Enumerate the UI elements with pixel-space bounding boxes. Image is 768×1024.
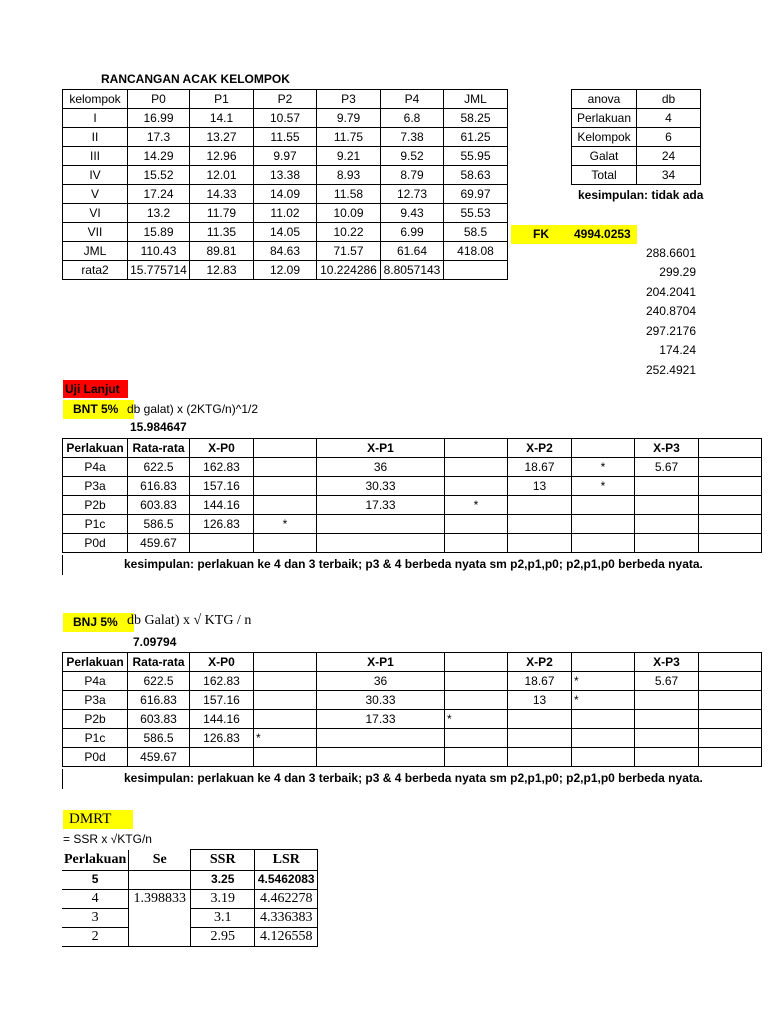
anova-header-cell: db <box>637 90 701 109</box>
bnt-cell: P2b <box>63 496 128 515</box>
rak-cell: 11.02 <box>254 204 317 223</box>
bnj-row <box>63 710 762 729</box>
bnt-kesimpulan: kesimpulan: perlakuan ke 4 dan 3 terbaik; p3 & 4 berbeda nyata sm p2,p1,p0; p2,p1,p0 berbeda nyata. <box>124 557 703 571</box>
bnt-cell <box>254 534 317 553</box>
rak-cell: 69.97 <box>444 185 508 204</box>
bnt-cell: 616.83 <box>128 477 190 496</box>
bnj-cell <box>699 691 762 710</box>
bnj-cell: P3a <box>63 691 128 710</box>
bnj-cell <box>572 748 635 767</box>
dmrt-label: DMRT <box>63 810 133 829</box>
rak-cell: 14.33 <box>190 185 254 204</box>
rak-cell: 58.5 <box>444 223 508 242</box>
bnj-cell <box>635 748 699 767</box>
bnt-cell <box>572 534 635 553</box>
dmrt-cell: 4.462278 <box>255 889 318 908</box>
bnt-cell: 157.16 <box>190 477 254 496</box>
bnt-cell <box>635 477 699 496</box>
rak-table <box>62 89 508 280</box>
bnt-cell: P0d <box>63 534 128 553</box>
bnj-table <box>62 652 762 767</box>
rak-row <box>63 204 508 223</box>
bnt-cell: 144.16 <box>190 496 254 515</box>
rak-cell: 89.81 <box>190 242 254 261</box>
rak-row <box>63 109 508 128</box>
rak-cell: 12.01 <box>190 166 254 185</box>
rak-cell: 12.83 <box>190 261 254 280</box>
dmrt-cell-empty <box>129 908 191 927</box>
bnt-cell: 126.83 <box>190 515 254 534</box>
bnt-left-rule <box>62 555 63 575</box>
bnt-cell: P4a <box>63 458 128 477</box>
rak-cell: 11.55 <box>254 128 317 147</box>
bnj-row <box>63 748 762 767</box>
bnj-kesimpulan: kesimpulan: perlakuan ke 4 dan 3 terbaik; p3 & 4 berbeda nyata sm p2,p1,p0; p2,p1,p0 berbeda nyata. <box>124 771 703 785</box>
bnj-header-cell <box>445 653 508 672</box>
bnt-row <box>63 515 762 534</box>
rak-cell: II <box>63 128 128 147</box>
bnj-cell: * <box>572 691 635 710</box>
rak-cell: 11.35 <box>190 223 254 242</box>
anova-cell: 6 <box>637 128 701 147</box>
rak-row <box>63 185 508 204</box>
bnt-cell <box>190 534 254 553</box>
bnj-cell: 126.83 <box>190 729 254 748</box>
rak-cell: 58.63 <box>444 166 508 185</box>
bnj-cell <box>190 748 254 767</box>
dmrt-cell: 2 <box>62 927 129 946</box>
rak-header-cell: JML <box>444 90 508 109</box>
dmrt-cell: 3 <box>62 908 129 927</box>
bnj-cell <box>508 729 572 748</box>
bnt-cell <box>699 534 762 553</box>
dmrt-cell: 4.126558 <box>255 927 318 946</box>
dmrt-cell: 2.95 <box>191 927 255 946</box>
rak-cell: 10.57 <box>254 109 317 128</box>
right-value: 288.6601 <box>645 246 696 260</box>
right-values <box>600 246 696 386</box>
anova-header-row <box>572 90 701 109</box>
rak-cell: 10.22 <box>317 223 381 242</box>
rak-cell: IV <box>63 166 128 185</box>
rak-header-cell: kelompok <box>63 90 128 109</box>
rak-cell: 11.58 <box>317 185 381 204</box>
bnj-header-cell <box>572 653 635 672</box>
bnj-cell <box>317 748 445 767</box>
dmrt-cell: 4 <box>62 889 129 908</box>
bnt-cell <box>254 458 317 477</box>
rak-cell: 6.99 <box>381 223 444 242</box>
right-value: 252.4921 <box>645 363 696 377</box>
bnj-row <box>63 729 762 748</box>
bnt-cell <box>572 515 635 534</box>
right-value: 240.8704 <box>645 304 696 318</box>
bnt-cell: 5.67 <box>635 458 699 477</box>
rak-cell: 55.53 <box>444 204 508 223</box>
rak-cell: VI <box>63 204 128 223</box>
bnt-formula: db galat) x (2KTG/n)^1/2 <box>127 402 259 416</box>
anova-row <box>572 166 701 185</box>
bnt-cell: * <box>445 496 508 515</box>
rak-cell: 17.24 <box>128 185 190 204</box>
rak-cell: 9.97 <box>254 147 317 166</box>
rak-cell: 55.95 <box>444 147 508 166</box>
rak-cell: 17.3 <box>128 128 190 147</box>
rak-cell: V <box>63 185 128 204</box>
rak-cell: 110.43 <box>128 242 190 261</box>
rak-cell <box>444 261 508 280</box>
bnj-cell: 144.16 <box>190 710 254 729</box>
bnt-table <box>62 438 762 553</box>
dmrt-cell: 4.5462083 <box>255 870 318 889</box>
bnj-cell: 622.5 <box>128 672 190 691</box>
bnt-header-cell: Perlakuan <box>63 439 128 458</box>
rak-cell: 9.79 <box>317 109 381 128</box>
rak-cell: 12.09 <box>254 261 317 280</box>
bnj-cell <box>508 748 572 767</box>
bnt-header-cell <box>699 439 762 458</box>
bnj-cell <box>254 710 317 729</box>
rak-row <box>63 166 508 185</box>
bnj-header-cell: X-P0 <box>190 653 254 672</box>
fk-value: 4994.0253 <box>574 227 631 241</box>
rak-cell: 14.09 <box>254 185 317 204</box>
rak-row <box>63 261 508 280</box>
rak-cell: 84.63 <box>254 242 317 261</box>
rak-cell: 14.05 <box>254 223 317 242</box>
rak-header-cell: P0 <box>128 90 190 109</box>
bnj-cell: 36 <box>317 672 445 691</box>
anova-table <box>571 89 701 185</box>
bnt-cell <box>699 477 762 496</box>
rak-cell: 6.8 <box>381 109 444 128</box>
bnj-cell: 13 <box>508 691 572 710</box>
rak-row <box>63 223 508 242</box>
bnj-cell <box>635 691 699 710</box>
right-value: 174.24 <box>659 343 696 357</box>
bnt-label: BNT 5% <box>63 400 134 419</box>
rak-cell: 11.79 <box>190 204 254 223</box>
rak-cell: 61.25 <box>444 128 508 147</box>
dmrt-cell: 3.1 <box>191 908 255 927</box>
dmrt-cell: 5 <box>62 870 129 889</box>
bnt-header-cell: X-P1 <box>317 439 445 458</box>
dmrt-header: LSR <box>255 850 318 871</box>
bnj-cell <box>254 691 317 710</box>
bnt-cell <box>699 496 762 515</box>
anova-cell: 24 <box>637 147 701 166</box>
rak-cell: 12.73 <box>381 185 444 204</box>
bnj-cell: * <box>572 672 635 691</box>
bnj-cell: * <box>254 729 317 748</box>
bnj-cell: 162.83 <box>190 672 254 691</box>
bnj-cell: 5.67 <box>635 672 699 691</box>
rak-cell: 13.2 <box>128 204 190 223</box>
rak-cell: 13.27 <box>190 128 254 147</box>
bnt-cell: * <box>572 458 635 477</box>
bnt-header-cell <box>572 439 635 458</box>
dmrt-formula: = SSR x √KTG/n <box>63 832 152 846</box>
right-value: 204.2041 <box>645 285 696 299</box>
bnt-header-cell: X-P2 <box>508 439 572 458</box>
rak-cell: 12.96 <box>190 147 254 166</box>
bnj-cell <box>699 672 762 691</box>
bnt-cell <box>699 515 762 534</box>
bnt-cell: 13 <box>508 477 572 496</box>
bnt-cell <box>572 496 635 515</box>
bnj-cell <box>699 748 762 767</box>
rak-cell: 10.09 <box>317 204 381 223</box>
dmrt-header: Se <box>129 850 191 871</box>
bnt-cell <box>635 515 699 534</box>
rak-cell: 14.29 <box>128 147 190 166</box>
bnj-header-cell <box>254 653 317 672</box>
bnj-cell <box>572 710 635 729</box>
bnj-header-cell <box>699 653 762 672</box>
rak-cell: 9.43 <box>381 204 444 223</box>
rak-header-cell: P4 <box>381 90 444 109</box>
bnt-row <box>63 458 762 477</box>
bnt-cell <box>254 496 317 515</box>
dmrt-cell: 4.336383 <box>255 908 318 927</box>
rak-cell: rata2 <box>63 261 128 280</box>
bnt-cell <box>508 496 572 515</box>
bnt-cell <box>254 477 317 496</box>
rak-cell: 71.57 <box>317 242 381 261</box>
dmrt-cell <box>129 870 191 889</box>
bnj-cell: 18.67 <box>508 672 572 691</box>
dmrt-cell: 3.19 <box>191 889 255 908</box>
bnt-cell: * <box>254 515 317 534</box>
bnj-cell: 586.5 <box>128 729 190 748</box>
uji-lanjut-label: Uji Lanjut <box>63 380 128 398</box>
bnt-cell: 459.67 <box>128 534 190 553</box>
bnj-cell: 30.33 <box>317 691 445 710</box>
bnt-header-cell <box>445 439 508 458</box>
bnt-cell <box>445 515 508 534</box>
bnt-row <box>63 534 762 553</box>
rak-cell: 15.775714 <box>128 261 190 280</box>
bnj-cell: P2b <box>63 710 128 729</box>
bnt-cell <box>699 458 762 477</box>
bnj-cell <box>508 710 572 729</box>
bnt-cell: P1c <box>63 515 128 534</box>
rak-cell: 8.93 <box>317 166 381 185</box>
anova-header-cell: anova <box>572 90 637 109</box>
dmrt-cell-empty <box>129 927 191 946</box>
anova-cell: 4 <box>637 109 701 128</box>
rak-cell: 9.21 <box>317 147 381 166</box>
bnj-cell <box>254 748 317 767</box>
rak-cell: 15.89 <box>128 223 190 242</box>
rak-cell: 61.64 <box>381 242 444 261</box>
bnj-header-cell: Perlakuan <box>63 653 128 672</box>
right-value: 297.2176 <box>645 324 696 338</box>
bnj-cell: 616.83 <box>128 691 190 710</box>
rak-cell: III <box>63 147 128 166</box>
rak-header-cell: P2 <box>254 90 317 109</box>
rak-cell: 11.75 <box>317 128 381 147</box>
anova-cell: Galat <box>572 147 637 166</box>
fk-label: FK <box>533 227 549 241</box>
bnt-row <box>63 477 762 496</box>
bnt-cell: P3a <box>63 477 128 496</box>
bnt-cell <box>317 534 445 553</box>
rak-cell: 7.38 <box>381 128 444 147</box>
bnj-cell <box>635 710 699 729</box>
bnt-cell <box>508 534 572 553</box>
bnt-cell <box>445 534 508 553</box>
bnj-cell <box>572 729 635 748</box>
bnj-formula: db Galat) x √ KTG / n <box>127 613 252 628</box>
bnj-cell <box>317 729 445 748</box>
rak-cell: 10.224286 <box>317 261 381 280</box>
bnj-cell <box>699 729 762 748</box>
bnt-cell <box>635 496 699 515</box>
bnj-row <box>63 672 762 691</box>
bnj-cell <box>445 748 508 767</box>
bnt-header-cell <box>254 439 317 458</box>
bnj-row <box>63 691 762 710</box>
bnj-cell: 603.83 <box>128 710 190 729</box>
bnj-left-rule <box>62 769 63 789</box>
rak-cell: JML <box>63 242 128 261</box>
dmrt-header: SSR <box>191 850 255 871</box>
bnt-cell <box>508 515 572 534</box>
bnt-header-cell: X-P0 <box>190 439 254 458</box>
bnt-value: 15.984647 <box>130 420 187 434</box>
bnt-cell: 586.5 <box>128 515 190 534</box>
rak-cell: 8.79 <box>381 166 444 185</box>
bnt-cell: 603.83 <box>128 496 190 515</box>
bnj-header-cell: X-P1 <box>317 653 445 672</box>
bnj-cell: 459.67 <box>128 748 190 767</box>
bnt-cell: 30.33 <box>317 477 445 496</box>
bnj-cell <box>445 672 508 691</box>
anova-cell: Kelompok <box>572 128 637 147</box>
rak-row <box>63 128 508 147</box>
bnj-cell: * <box>445 710 508 729</box>
bnt-cell <box>445 458 508 477</box>
bnt-cell: * <box>572 477 635 496</box>
right-value: 299.29 <box>659 265 696 279</box>
rak-header-cell: P1 <box>190 90 254 109</box>
anova-cell: Total <box>572 166 637 185</box>
rak-title: RANCANGAN ACAK KELOMPOK <box>101 72 290 86</box>
rak-cell: 13.38 <box>254 166 317 185</box>
bnj-header-row <box>63 653 762 672</box>
bnt-cell <box>445 477 508 496</box>
anova-cell: Perlakuan <box>572 109 637 128</box>
rak-row <box>63 242 508 261</box>
bnt-cell: 17.33 <box>317 496 445 515</box>
bnj-cell: P1c <box>63 729 128 748</box>
rak-cell: 418.08 <box>444 242 508 261</box>
bnj-header-cell: X-P2 <box>508 653 572 672</box>
bnt-cell <box>635 534 699 553</box>
rak-cell: 14.1 <box>190 109 254 128</box>
anova-row <box>572 147 701 166</box>
dmrt-header: Perlakuan <box>62 850 129 871</box>
bnj-cell: P0d <box>63 748 128 767</box>
bnj-cell <box>445 691 508 710</box>
rak-row <box>63 147 508 166</box>
bnj-header-cell: X-P3 <box>635 653 699 672</box>
rak-cell: 9.52 <box>381 147 444 166</box>
bnj-cell <box>699 710 762 729</box>
bnj-cell: 157.16 <box>190 691 254 710</box>
bnt-header-cell: Rata-rata <box>128 439 190 458</box>
rak-cell: 58.25 <box>444 109 508 128</box>
dmrt-cell: 3.25 <box>191 870 255 889</box>
bnj-cell <box>445 729 508 748</box>
bnj-label: BNJ 5% <box>63 613 134 632</box>
bnt-header-cell: X-P3 <box>635 439 699 458</box>
bnj-cell: P4a <box>63 672 128 691</box>
bnj-cell: 17.33 <box>317 710 445 729</box>
anova-kesimpulan: kesimpulan: tidak ada <box>578 188 704 202</box>
rak-cell: 16.99 <box>128 109 190 128</box>
bnt-row <box>63 496 762 515</box>
bnj-cell <box>635 729 699 748</box>
dmrt-se: 1.398833 <box>129 889 191 908</box>
bnt-cell: 622.5 <box>128 458 190 477</box>
bnj-cell <box>254 672 317 691</box>
anova-row <box>572 128 701 147</box>
bnj-value: 7.09794 <box>133 635 177 649</box>
dmrt-table <box>62 849 318 947</box>
bnt-header-row <box>63 439 762 458</box>
bnt-cell: 36 <box>317 458 445 477</box>
bnt-cell: 162.83 <box>190 458 254 477</box>
bnt-cell: 18.67 <box>508 458 572 477</box>
rak-cell: VII <box>63 223 128 242</box>
bnj-header-cell: Rata-rata <box>128 653 190 672</box>
bnt-cell <box>317 515 445 534</box>
rak-cell: 15.52 <box>128 166 190 185</box>
anova-row <box>572 109 701 128</box>
rak-header-row <box>63 90 508 109</box>
rak-header-cell: P3 <box>317 90 381 109</box>
anova-cell: 34 <box>637 166 701 185</box>
rak-cell: 8.8057143 <box>381 261 444 280</box>
rak-cell: I <box>63 109 128 128</box>
